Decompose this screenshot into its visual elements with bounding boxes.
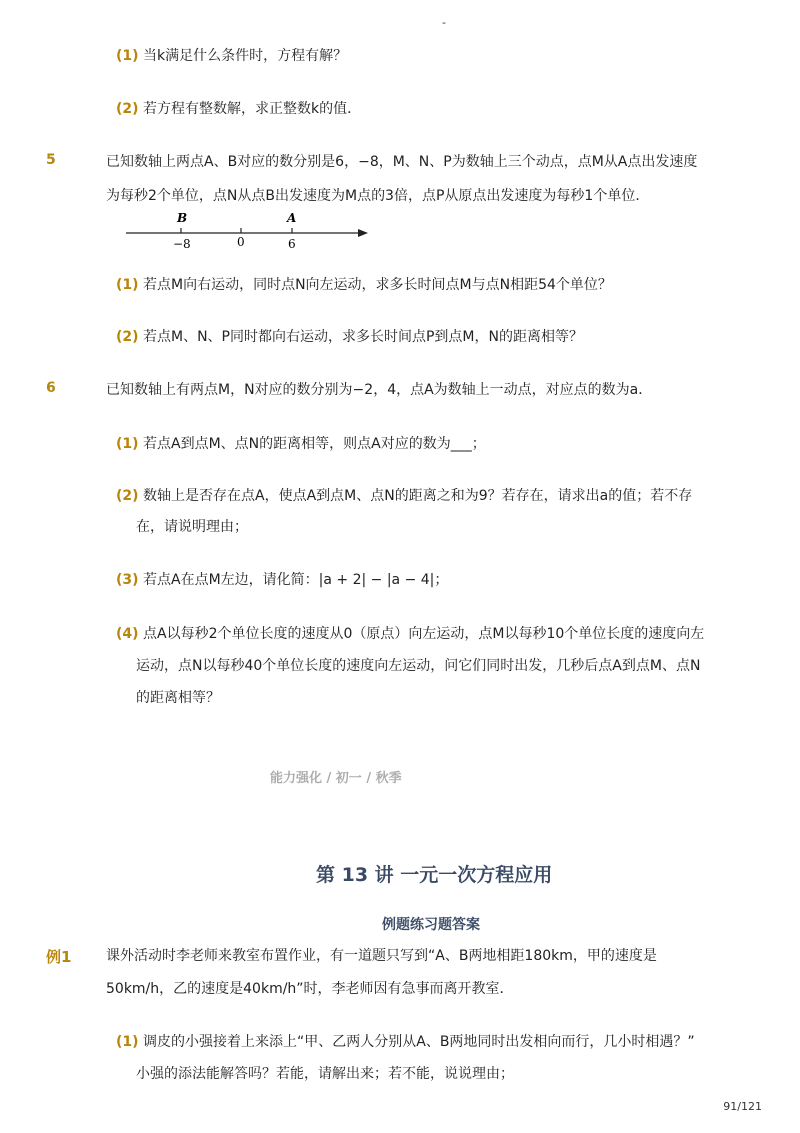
q6-sub4-line2: 运动，点N以每秒40个单位长度的速度向左运动，问它们同时出发，几秒后点A到点M、点N <box>136 658 701 674</box>
q4-sub2-num: (2) <box>116 101 139 117</box>
q5-sub1 <box>116 275 612 295</box>
q5-sub1-text: 若点M向右运动，同时点N向左运动，求多长时间点M与点N相距54个单位？ <box>143 277 612 293</box>
q6-sub1-num: (1) <box>116 436 139 452</box>
q6-number: 6 <box>46 380 56 396</box>
example1-sub1-line1: 调皮的小强接着上来添上“甲、乙两人分别从A、B两地同时出发相向而行，几小时相遇？” <box>143 1034 695 1050</box>
q6-sub2-line1: 数轴上是否存在点A，使点A到点M、点N的距离之和为9？若存在，请求出a的值；若不存 <box>143 488 693 504</box>
tick-label-neg8: −8 <box>173 237 191 251</box>
q5-number: 5 <box>46 152 56 168</box>
lecture-title: 第 13 讲 一元一次方程应用 <box>316 864 553 886</box>
q5-sub1-num: (1) <box>116 277 139 293</box>
example1-sub1-num: (1) <box>116 1034 139 1050</box>
page-number: 91/121 <box>723 1100 762 1113</box>
header-mark: - <box>442 16 446 29</box>
q5-line2: 为每秒2个单位，点N从点B出发速度为M点的3倍，点P从原点出发速度为每秒1个单位． <box>106 188 650 204</box>
point-label-b: B <box>177 211 188 225</box>
tick-label-6: 6 <box>288 237 296 251</box>
tick-label-0: 0 <box>237 235 245 249</box>
q6-sub3-num: (3) <box>116 572 139 588</box>
example1-line2: 50km/h，乙的速度是40km/h”时，李老师因有急事而离开教室． <box>106 981 514 997</box>
section-title: 例题练习题答案 <box>382 917 480 933</box>
q6-sub3-text: 若点A在点M左边，请化简：|a + 2| − |a − 4|； <box>143 572 449 588</box>
q5-line1: 已知数轴上两点A、B对应的数分别是6，−8，M、N、P为数轴上三个动点，点M从A点出发速度 <box>106 154 698 170</box>
q6-sub2-line2: 在，请说明理由； <box>136 519 248 535</box>
q6-line1: 已知数轴上有两点M，N对应的数分别为−2，4，点A为数轴上一动点，对应点的数为a． <box>106 382 653 398</box>
q4-sub2 <box>116 99 361 119</box>
q6-sub4-line3: 的距离相等？ <box>136 690 220 706</box>
q5-sub2 <box>116 327 583 347</box>
point-label-a: A <box>287 211 297 225</box>
q4-sub2-text: 若方程有整数解，求正整数k的值． <box>143 101 362 117</box>
q6-sub1 <box>116 434 486 454</box>
q4-sub1-text: 当k满足什么条件时，方程有解？ <box>143 48 348 64</box>
example1-sub1 <box>116 1032 695 1052</box>
q6-sub1-text: 若点A到点M、点N的距离相等，则点A对应的数为___； <box>143 436 486 452</box>
example1-sub1-line2: 小强的添法能解答吗？若能，请解出来；若不能，说说理由； <box>136 1066 514 1082</box>
example1-label: 例1 <box>46 948 72 966</box>
q4-sub1-num: (1) <box>116 48 139 64</box>
number-line-figure <box>120 206 380 256</box>
q6-sub2 <box>116 486 692 506</box>
q5-sub2-text: 若点M、N、P同时都向右运动，求多长时间点P到点M，N的距离相等？ <box>143 329 583 345</box>
q6-sub4-line1: 点A以每秒2个单位长度的速度从0（原点）向左运动，点M以每秒10个单位长度的速度向左 <box>143 626 705 642</box>
q6-sub4 <box>116 624 704 644</box>
q6-sub2-num: (2) <box>116 488 139 504</box>
example1-line1: 课外活动时李老师来教室布置作业，有一道题只写到“A、B两地相距180km，甲的速度是 <box>106 948 657 964</box>
q4-sub1 <box>116 46 347 66</box>
q6-sub3 <box>116 570 448 590</box>
q5-sub2-num: (2) <box>116 329 139 345</box>
number-line-arrow-icon <box>358 229 368 237</box>
q6-sub4-num: (4) <box>116 626 139 642</box>
footer-breadcrumb: 能力强化 / 初一 / 秋季 <box>270 771 402 786</box>
